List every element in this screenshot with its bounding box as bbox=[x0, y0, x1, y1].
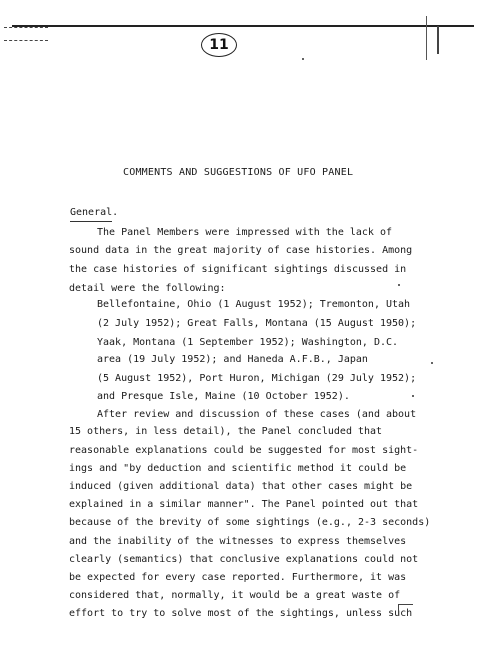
margin-marks bbox=[4, 27, 48, 41]
right-edge-tick bbox=[437, 26, 439, 54]
body-line: After review and discussion of these cases (and about bbox=[97, 409, 417, 420]
document-title: COMMENTS AND SUGGESTIONS OF UFO PANEL bbox=[123, 167, 354, 178]
scan-speck bbox=[431, 362, 433, 364]
heading-underline bbox=[70, 221, 112, 222]
body-line: detail were the following: bbox=[69, 283, 226, 294]
scan-speck bbox=[412, 395, 414, 397]
body-line: ings and "by deduction and scientific method it could be bbox=[69, 463, 407, 474]
case-list-line: and Presque Isle, Maine (10 October 1952). bbox=[97, 391, 350, 402]
body-line: The Panel Members were impressed with the lack of bbox=[97, 227, 393, 238]
case-list-line: Yaak, Montana (1 September 1952); Washington, D.C. bbox=[97, 337, 399, 348]
section-heading: General. bbox=[70, 207, 119, 218]
case-list-line: area (19 July 1952); and Haneda A.F.B., Japan bbox=[97, 354, 368, 365]
body-line: induced (given additional data) that other cases might be bbox=[69, 481, 413, 492]
scan-speck bbox=[302, 58, 304, 60]
top-rule bbox=[12, 25, 474, 27]
body-line: considered that, normally, it would be a great waste of bbox=[69, 590, 401, 601]
case-list-line: (5 August 1952), Port Huron, Michigan (29 July 1952); bbox=[97, 373, 417, 384]
scan-speck bbox=[398, 284, 400, 286]
scan-corner-mark bbox=[398, 604, 413, 615]
body-line: because of the brevity of some sightings (e.g., 2-3 seconds) bbox=[69, 517, 431, 528]
case-list-line: Bellefontaine, Ohio (1 August 1952); Tremonton, Utah bbox=[97, 299, 411, 310]
page-number: 11 bbox=[201, 33, 237, 57]
body-line: sound data in the great majority of case histories. Among bbox=[69, 245, 413, 256]
body-line: clearly (semantics) that conclusive explanations could not bbox=[69, 554, 419, 565]
body-line: explained in a similar manner". The Panel pointed out that bbox=[69, 499, 419, 510]
body-line: be expected for every case reported. Furthermore, it was bbox=[69, 572, 407, 583]
right-edge-mark bbox=[426, 16, 445, 60]
body-line: effort to try to solve most of the sightings, unless such bbox=[69, 608, 413, 619]
body-line: the case histories of significant sightings discussed in bbox=[69, 264, 407, 275]
case-list-line: (2 July 1952); Great Falls, Montana (15 August 1950); bbox=[97, 318, 417, 329]
body-line: and the inability of the witnesses to express themselves bbox=[69, 536, 407, 547]
body-line: 15 others, in less detail), the Panel concluded that bbox=[69, 426, 383, 437]
body-line: reasonable explanations could be suggested for most sight- bbox=[69, 445, 419, 456]
